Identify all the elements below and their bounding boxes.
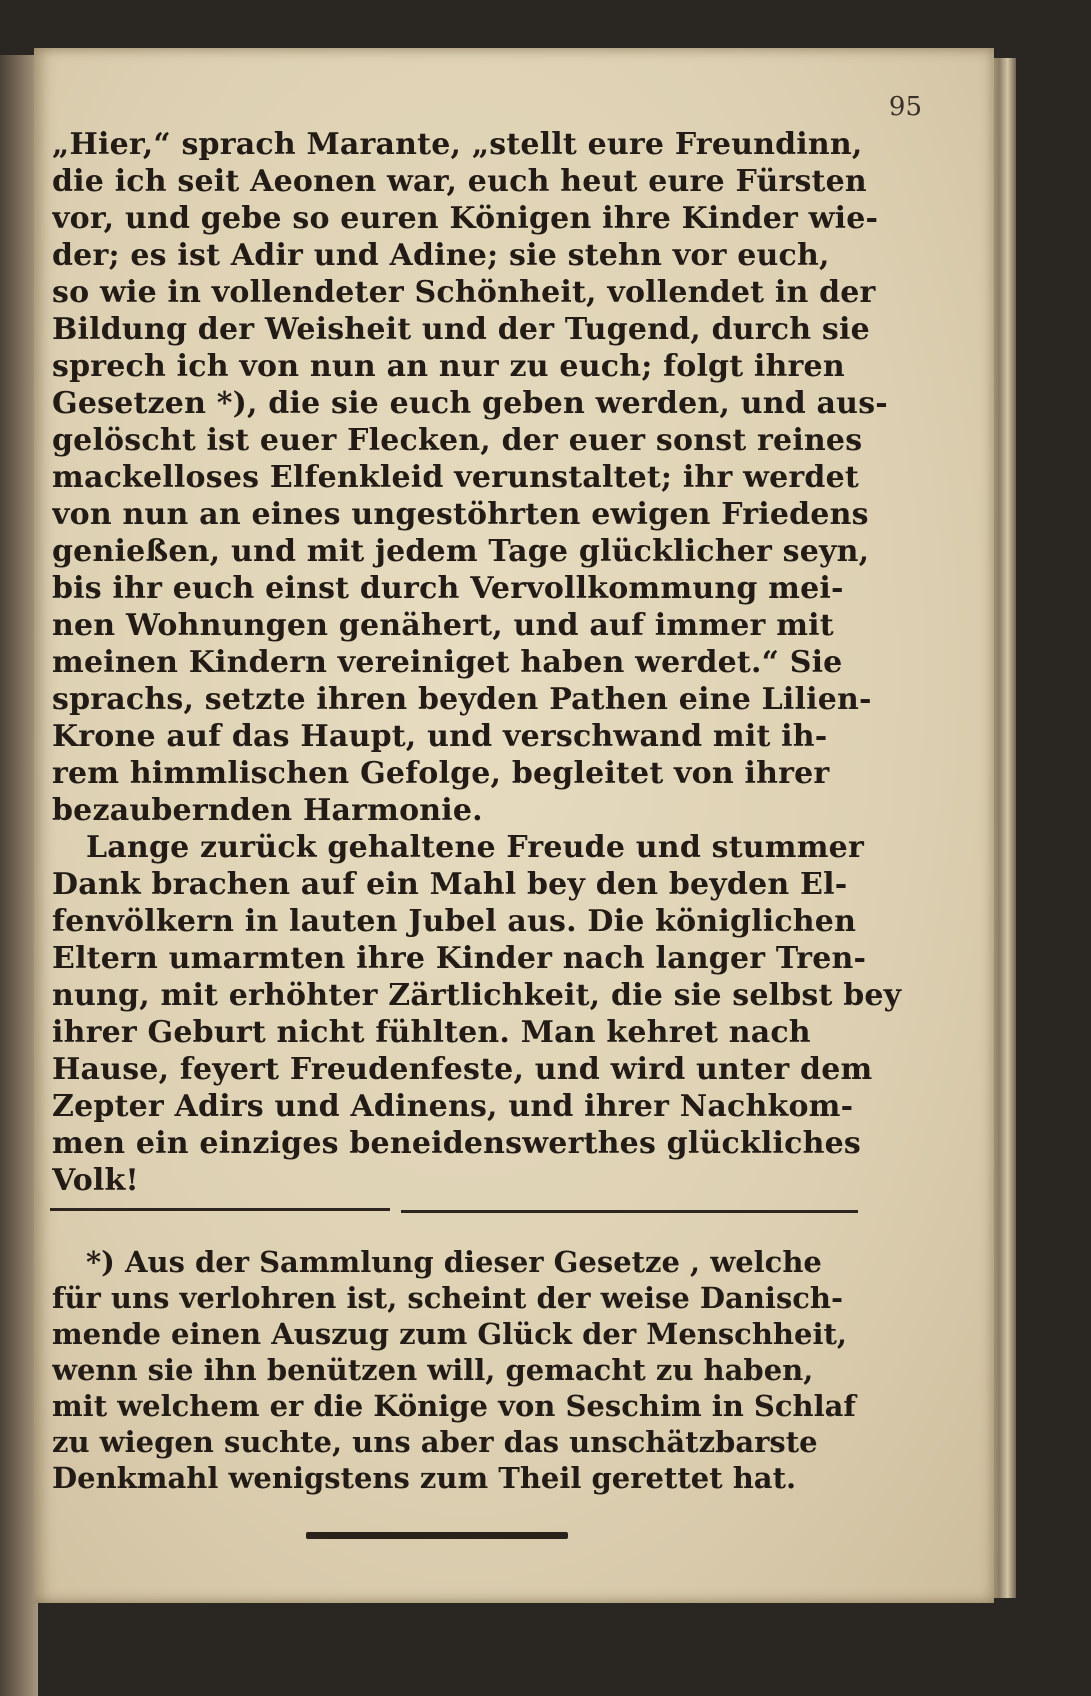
text-line: Lange zurück gehaltene Freude und stummer xyxy=(86,830,864,865)
text-line: sprech ich von nun an nur zu euch; folgt ihren xyxy=(52,349,845,384)
book-spine-left xyxy=(0,55,38,1696)
text-line: men ein einziges beneidenswerthes glückliches xyxy=(52,1126,861,1161)
text-line: sprachs, setzte ihren beyden Pathen eine Lilien- xyxy=(52,682,872,717)
footnote-line: wenn sie ihn benützen will, gemacht zu haben, xyxy=(52,1353,814,1387)
text-line: genießen, und mit jedem Tage glücklicher seyn, xyxy=(52,534,870,569)
footnote-line: Denkmahl wenigstens zum Theil gerettet hat. xyxy=(52,1461,797,1495)
text-line: fenvölkern in lauten Jubel aus. Die königlichen xyxy=(52,904,857,939)
footnote-divider-left xyxy=(50,1208,390,1211)
text-line: so wie in vollendeter Schönheit, vollendet in der xyxy=(52,275,876,310)
footnote-line: für uns verlohren ist, scheint der weise Danisch- xyxy=(52,1281,844,1315)
footnote-line: mit welchem er die Könige von Seschim in Schlaf xyxy=(52,1389,856,1423)
text-line: der; es ist Adir und Adine; sie stehn vor euch, xyxy=(52,238,830,273)
footnote-line: *) Aus der Sammlung dieser Gesetze , welche xyxy=(86,1245,822,1279)
text-line: Bildung der Weisheit und der Tugend, durch sie xyxy=(52,312,870,347)
text-line: Hause, feyert Freudenfeste, und wird unter dem xyxy=(52,1052,873,1087)
text-line: die ich seit Aeonen war, euch heut eure Fürsten xyxy=(52,164,867,199)
footnote-line: zu wiegen suchte, uns aber das unschätzbarste xyxy=(52,1425,818,1459)
text-line: Zepter Adirs und Adinens, und ihrer Nachkom- xyxy=(52,1089,854,1124)
text-line: gelöscht ist euer Flecken, der euer sonst reines xyxy=(52,423,863,458)
book-page xyxy=(34,48,994,1603)
text-line: Krone auf das Haupt, und verschwand mit ih- xyxy=(52,719,828,754)
text-line: bis ihr euch einst durch Vervollkommung mei- xyxy=(52,571,844,606)
text-line: Dank brachen auf ein Mahl bey den beyden El- xyxy=(52,867,848,902)
text-line: Gesetzen *), die sie euch geben werden, und aus- xyxy=(52,386,888,421)
main-text xyxy=(52,126,902,1199)
text-line: Eltern umarmten ihre Kinder nach langer Tren- xyxy=(52,941,867,976)
text-line: rem himmlischen Gefolge, begleitet von ihrer xyxy=(52,756,830,791)
text-line: „Hier,“ sprach Marante, „stellt eure Freundinn, xyxy=(52,127,863,162)
footnote-line: mende einen Auszug zum Glück der Menschheit, xyxy=(52,1317,847,1351)
footnote xyxy=(52,1244,902,1496)
page-number: 95 xyxy=(888,92,922,122)
text-line: nung, mit erhöhter Zärtlichkeit, die sie selbst bey xyxy=(52,978,902,1013)
text-line: meinen Kindern vereiniget haben werdet.“ Sie xyxy=(52,645,843,680)
text-line: mackelloses Elfenkleid verunstaltet; ihr werdet xyxy=(52,460,859,495)
footnote-divider-right xyxy=(401,1210,858,1213)
text-line: vor, und gebe so euren Königen ihre Kinder wie- xyxy=(52,201,879,236)
text-line: bezaubernden Harmonie. xyxy=(52,793,483,828)
text-line: von nun an eines ungestöhrten ewigen Friedens xyxy=(52,497,869,532)
text-line: ihrer Geburt nicht fühlten. Man kehret nach xyxy=(52,1015,811,1050)
text-line: nen Wohnungen genähert, und auf immer mit xyxy=(52,608,834,643)
text-line: Volk! xyxy=(52,1163,139,1198)
end-rule xyxy=(306,1532,568,1539)
